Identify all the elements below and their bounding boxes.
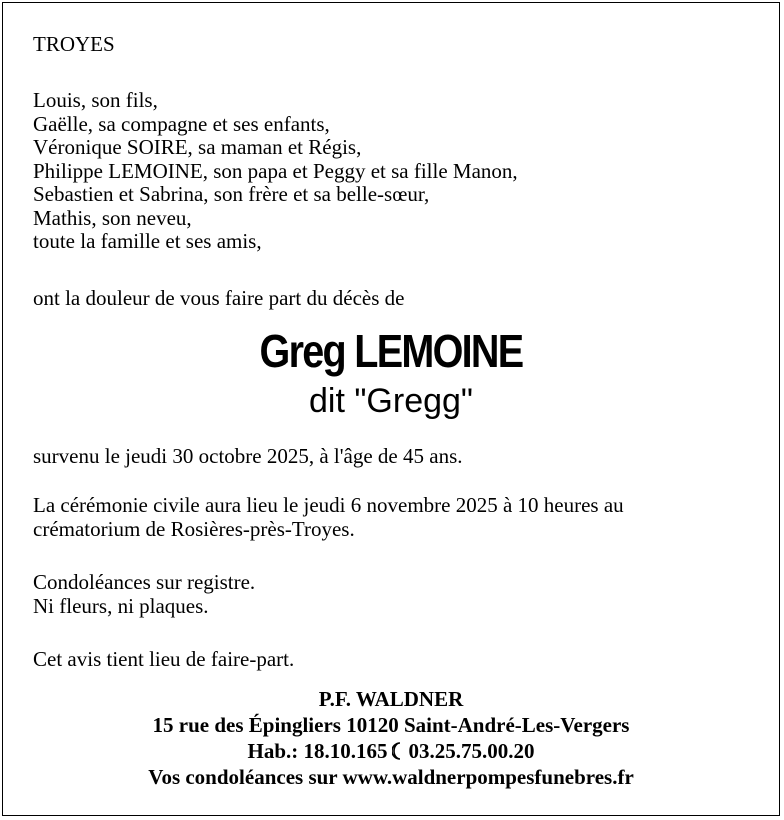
family-line: toute la famille et ses amis,	[33, 229, 262, 253]
family-line: Gaëlle, sa compagne et ses enfants,	[33, 111, 330, 136]
instruction-line: Ni fleurs, ni plaques.	[33, 593, 209, 618]
phone-number: 03.25.75.00.20	[408, 739, 535, 763]
instruction-line: Condoléances sur registre.	[33, 570, 256, 594]
ceremony-info	[33, 494, 769, 541]
funeral-home-name: P.F. WALDNER	[318, 687, 464, 711]
funeral-home-contact	[3, 738, 779, 764]
family-line: Mathis, son neveu,	[33, 205, 192, 230]
family-line: Louis, son fils,	[33, 88, 158, 112]
funeral-home-address: 15 rue des Épingliers 10120 Saint-André-Les-Vergers	[152, 713, 630, 737]
ceremony-line: La cérémonie civile aura lieu le jeudi 6 novembre 2025 à 10 heures au	[33, 493, 624, 517]
obituary-notice	[2, 2, 780, 816]
family-line: Philippe LEMOINE, son papa et Peggy et sa fille Manon,	[33, 158, 518, 183]
ceremony-line: crématorium de Rosières-près-Troyes.	[33, 516, 355, 541]
deceased-block	[3, 325, 779, 421]
closing	[33, 648, 769, 672]
funeral-home-block	[3, 686, 779, 790]
funeral-home-website: Vos condoléances sur www.waldnerpompesfunebres.fr	[148, 765, 634, 789]
death-info	[33, 445, 769, 469]
family-list	[33, 89, 769, 254]
deceased-name: Greg LEMOINE	[259, 325, 523, 377]
announcement	[33, 287, 769, 311]
nickname: dit "Gregg"	[309, 382, 473, 420]
instructions	[33, 571, 769, 618]
family-line: Véronique SOIRE, sa maman et Régis,	[33, 135, 362, 159]
hab-number: Hab.: 18.10.165	[247, 739, 388, 763]
city-name: TROYES	[33, 32, 115, 56]
death-info-text: survenu le jeudi 30 octobre 2025, à l'âge de 45 ans.	[33, 444, 463, 468]
city-heading	[33, 33, 769, 57]
closing-text: Cet avis tient lieu de faire-part.	[33, 647, 295, 671]
family-line: Sebastien et Sabrina, son frère et sa belle-sœur,	[33, 182, 430, 206]
moon-icon	[392, 742, 408, 760]
announcement-text: ont la douleur de vous faire part du décès de	[33, 286, 405, 310]
